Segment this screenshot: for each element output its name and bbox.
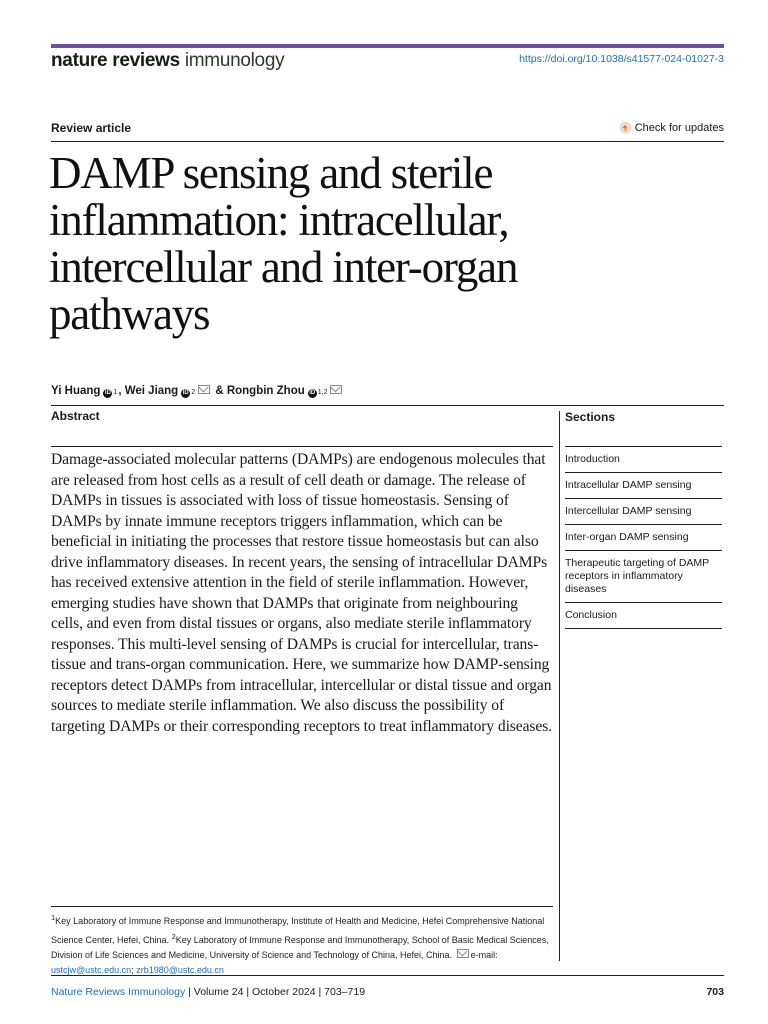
email-link[interactable]: ustcjw@ustc.edu.cn: [51, 965, 132, 975]
author-affiliation: 1: [113, 389, 118, 396]
section-link-intercellular[interactable]: Intercellular DAMP sensing: [565, 498, 722, 524]
author-separator: &: [215, 385, 224, 397]
author-name[interactable]: Wei Jiang: [124, 385, 179, 397]
check-for-updates-button[interactable]: [619, 121, 724, 134]
column-divider: [559, 411, 560, 961]
journal-name-bold: nature reviews: [51, 50, 180, 71]
article-type-label: Review article: [51, 121, 132, 135]
footer-details: | Volume 24 | October 2024 | 703–719: [188, 986, 366, 998]
author-affiliation: 1,2: [317, 389, 328, 396]
affiliation-1: Key Laboratory of Immune Response and Immunotherapy, Institute of Health and Medicine, Hefei Comprehensive National Science Center, Hefei, China.: [51, 916, 545, 945]
abstract-text: Damage-associated molecular patterns (DAMPs) are endogenous molecules that are released from host cells as a result of cell death or damage. The release of DAMPs in tissues is associated with loss of tissue homeostasis. Sensing of DAMPs by innate immune receptors triggers inflammation, which can be beneficial in initiating the processes that restore tissue homeostasis but can also drive inflammatory diseases. In recent years, the sensing of intracellular DAMPs has received extensive attention in the field of sterile inflammation. However, emerging studies have shown that DAMPs that originate from neighbouring cells, and even from distal tissues or organs, also mediate sterile inflammatory responses. This multi-level sensing of DAMPs is crucial for intercellular, trans-tissue and trans-organ communication. Here, we summarize how DAMP-sensing receptors detect DAMPs from intracellular, intercellular or distal tissue and organ sources to mediate sterile inflammation. We also discuss the possibility of targeting DAMPs or their corresponding receptors to treat inflammatory diseases.: [51, 451, 552, 735]
journal-name-light: immunology: [184, 50, 285, 71]
orcid-icon[interactable]: iD: [309, 390, 316, 396]
email-icon: [457, 949, 469, 958]
author-affiliation: 2: [191, 389, 196, 396]
email-link[interactable]: zrb1980@ustc.edu.cn: [136, 965, 224, 975]
sections-heading: Sections: [565, 410, 616, 424]
affiliation-2: Key Laboratory of Immune Response and Immunotherapy, School of Basic Medical Sciences, Division of Life Sciences and Medicine, University of Science and Technology of China, Hefei, China.: [51, 935, 549, 960]
section-link-conclusion[interactable]: Conclusion: [565, 602, 722, 629]
author-name[interactable]: Yi Huang: [51, 385, 101, 397]
footer-divider: [51, 975, 724, 976]
orcid-icon[interactable]: iD: [104, 390, 111, 396]
check-updates-label: Check for updates: [634, 121, 724, 134]
abstract-heading: Abstract: [51, 409, 100, 423]
authors-divider: [51, 405, 724, 406]
journal-logo: [51, 50, 284, 72]
page-number: 703: [706, 986, 724, 998]
sections-nav: [565, 446, 722, 629]
abstract-divider: [51, 446, 553, 447]
footnote-mark: 1: [51, 913, 56, 922]
article-title: DAMP sensing and sterile inflammation: intracellular, intercellular and inter-organ pathways: [49, 148, 518, 339]
footer-citation: [51, 986, 365, 998]
email-icon[interactable]: [198, 385, 210, 394]
author-separator: ,: [118, 385, 122, 397]
email-label: e-mail:: [470, 950, 498, 960]
author-list: [51, 385, 344, 398]
author-name[interactable]: Rongbin Zhou: [226, 385, 305, 397]
doi-link[interactable]: https://doi.org/10.1038/s41577-024-01027-3: [519, 53, 724, 65]
email-separator: ;: [131, 965, 134, 975]
orcid-icon[interactable]: iD: [182, 390, 189, 396]
footnote-divider: [51, 906, 553, 907]
section-link-therapeutic[interactable]: Therapeutic targeting of DAMP receptors in inflammatory diseases: [565, 550, 722, 602]
footnote-mark: 2: [171, 932, 176, 941]
header-divider: [51, 141, 724, 142]
email-icon[interactable]: [330, 385, 342, 394]
journal-accent-bar: [51, 44, 724, 48]
section-link-inter-organ[interactable]: Inter-organ DAMP sensing: [565, 524, 722, 550]
check-updates-icon: [619, 121, 632, 134]
affiliations-footnote: [51, 910, 556, 978]
footer-journal-link[interactable]: Nature Reviews Immunology: [51, 986, 186, 998]
section-link-intracellular[interactable]: Intracellular DAMP sensing: [565, 472, 722, 498]
section-link-introduction[interactable]: Introduction: [565, 446, 722, 472]
